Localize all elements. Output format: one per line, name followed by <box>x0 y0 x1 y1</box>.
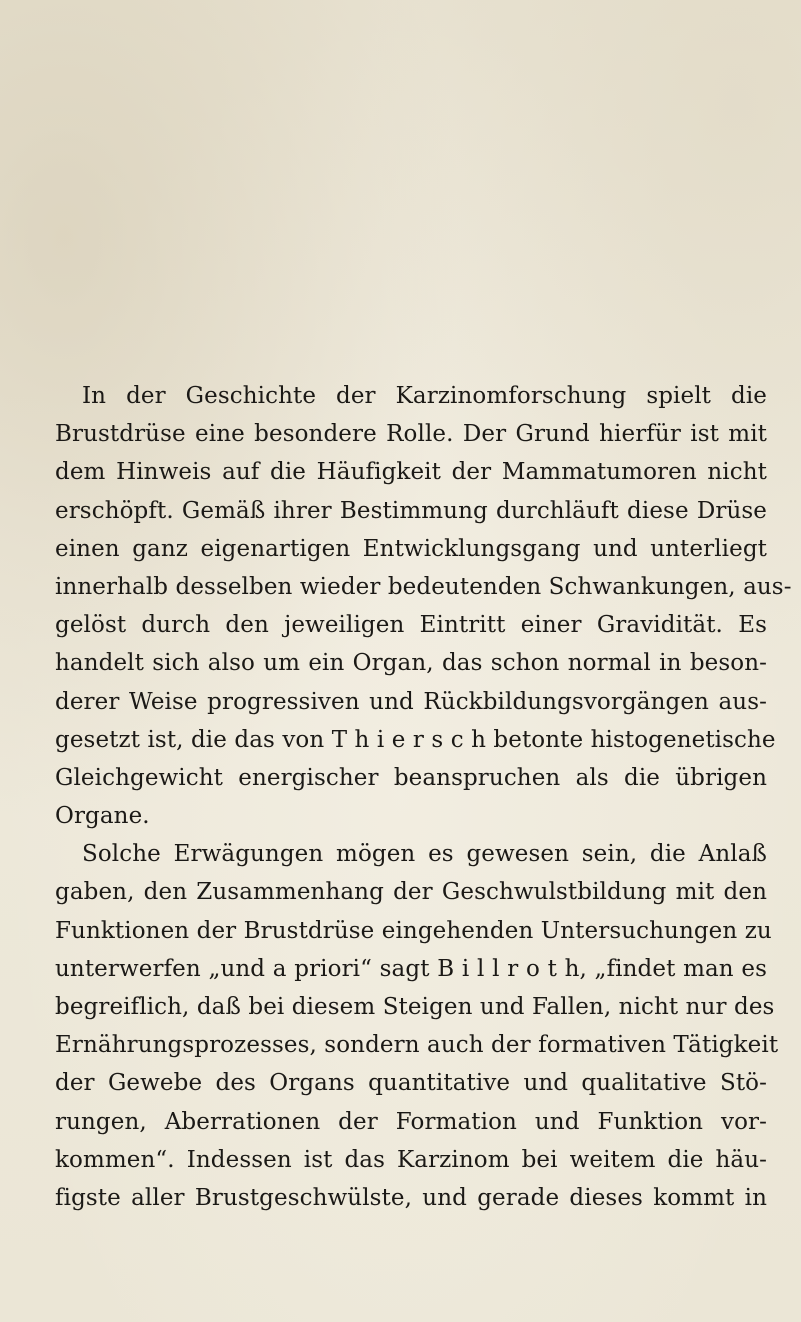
text-line: gelöst durch den jeweiligen Eintritt einer Gravidität. Es <box>55 612 767 639</box>
text-line: derer Weise progressiven und Rückbildungsvorgängen aus- <box>55 688 767 715</box>
text-line: kommen“. Indessen ist das Karzinom bei weitem die häu- <box>55 1146 767 1173</box>
text-line: Funktionen der Brustdrüse eingehenden Untersuchungen zu <box>55 917 772 944</box>
text-line: dem Hinweis auf die Häufigkeit der Mammatumoren nicht <box>55 459 767 486</box>
text-line: Ernährungsprozesses, sondern auch der formativen Tätigkeit <box>55 1032 779 1059</box>
text-line: figste aller Brustgeschwülste, und gerade dieses kommt in <box>55 1184 767 1211</box>
paragraph-2 <box>55 835 779 1217</box>
text-line: einen ganz eigenartigen Entwicklungsgang und unterliegt <box>55 535 767 562</box>
text-line: In der Geschichte der Karzinomforschung spielt die <box>82 383 767 409</box>
text-line: Organe. <box>55 803 150 830</box>
text-line: erschöpft. Gemäß ihrer Bestimmung durchläuft diese Drüse <box>55 497 767 524</box>
text-line: Gleichgewicht energischer beanspruchen als die übrigen <box>55 764 767 791</box>
body-text <box>55 377 792 1217</box>
text-line: gesetzt ist, die das von T h i e r s c h betonte histogenetische <box>55 726 776 753</box>
text-line: gaben, den Zusammenhang der Geschwulstbildung mit den <box>55 879 767 906</box>
text-line: Solche Erwägungen mögen es gewesen sein, die Anlaß <box>82 841 767 868</box>
text-line: handelt sich also um ein Organ, das schon normal in beson- <box>55 650 767 677</box>
text-line: rungen, Aberrationen der Formation und Funktion vor- <box>55 1108 767 1135</box>
paragraph-1 <box>55 377 792 835</box>
text-line: begreiflich, daß bei diesem Steigen und Fallen, nicht nur des <box>55 994 775 1020</box>
text-line: Brustdrüse eine besondere Rolle. Der Grund hierfür ist mit <box>55 421 767 448</box>
text-line: der Gewebe des Organs quantitative und qualitative Stö- <box>55 1070 767 1097</box>
text-line: innerhalb desselben wieder bedeutenden Schwankungen, aus- <box>55 573 792 600</box>
text-line: unterwerfen „und a priori“ sagt B i l l r o t h, „findet man es <box>55 955 767 982</box>
